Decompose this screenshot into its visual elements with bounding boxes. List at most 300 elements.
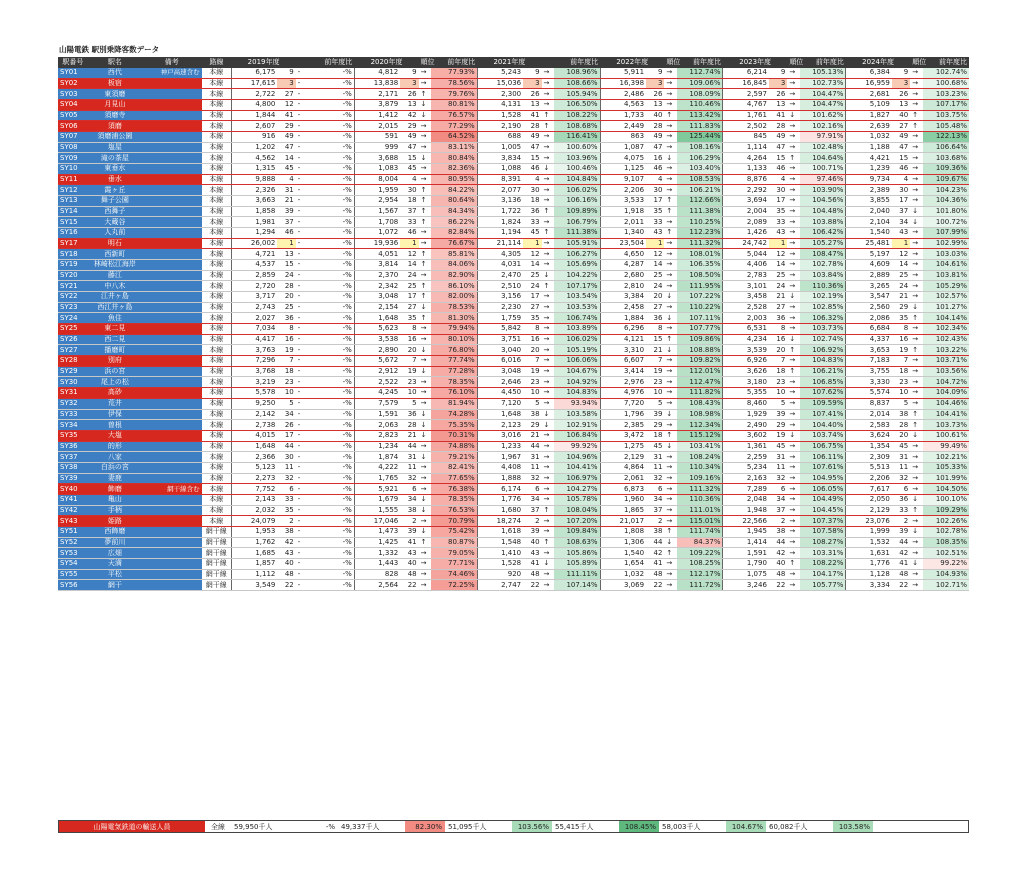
yoy-ratio: 102.71% <box>923 580 969 591</box>
rank-change: ↑ <box>910 420 923 431</box>
yoy-ratio: -% <box>308 164 354 175</box>
ridership-value: 4,131 <box>477 100 523 111</box>
rank-value: 47 <box>646 142 664 153</box>
ridership-value: 2,470 <box>477 270 523 281</box>
yoy-ratio: -% <box>308 462 354 473</box>
rank-change: → <box>910 270 923 281</box>
rank-change: → <box>910 292 923 303</box>
ridership-value: 1,532 <box>846 537 892 548</box>
table-row <box>58 238 969 249</box>
rank-change: → <box>910 452 923 463</box>
rank-change: → <box>419 377 432 388</box>
yoy-ratio: 116.41% <box>554 132 600 143</box>
ridership-value: 2,003 <box>723 313 769 324</box>
station-name: 伊保 <box>88 409 142 420</box>
table-row <box>58 324 969 335</box>
rank-change: - <box>296 121 309 132</box>
yoy-ratio: 105.78% <box>554 494 600 505</box>
rank-value: 37 <box>523 505 541 516</box>
ridership-value: 7,720 <box>600 398 646 409</box>
yoy-ratio: 112.66% <box>677 196 723 207</box>
rank-change: - <box>296 302 309 313</box>
rank-value: 27 <box>769 302 787 313</box>
ridership-value: 2,230 <box>477 302 523 313</box>
yoy-ratio: 115.01% <box>677 516 723 527</box>
rank-change: ↓ <box>419 494 432 505</box>
rank-value: 44 <box>400 441 418 452</box>
rank-value: 9 <box>646 68 664 79</box>
yoy-ratio: 76.38% <box>431 484 477 495</box>
rank-value: 14 <box>646 260 664 271</box>
station-id: SY01 <box>58 68 88 79</box>
ridership-value: 5,623 <box>354 324 400 335</box>
rank-change: ↓ <box>910 526 923 537</box>
yoy-ratio: 104.23% <box>923 185 969 196</box>
yoy-ratio: 105.33% <box>923 462 969 473</box>
station-id: SY35 <box>58 430 88 441</box>
rank-value: 39 <box>277 206 295 217</box>
station-note <box>142 142 202 153</box>
yoy-ratio: 84.22% <box>431 185 477 196</box>
yoy-ratio: 103.84% <box>800 270 846 281</box>
yoy-ratio: 103.23% <box>923 89 969 100</box>
rank-change: → <box>664 505 677 516</box>
rank-value: 18 <box>892 366 910 377</box>
rank-value: 42 <box>277 537 295 548</box>
ridership-value: 1,202 <box>231 142 277 153</box>
line-name: 本線 <box>202 420 232 431</box>
rank-change: → <box>542 185 555 196</box>
yoy-ratio: -% <box>308 174 354 185</box>
ridership-value: 1,776 <box>477 494 523 505</box>
ridership-value: 3,539 <box>723 345 769 356</box>
station-id: SY26 <box>58 334 88 345</box>
yoy-ratio: 109.59% <box>800 398 846 409</box>
rank-change: - <box>296 324 309 335</box>
yoy-ratio: 97.91% <box>800 132 846 143</box>
rank-value: 39 <box>523 526 541 537</box>
rank-change: → <box>664 89 677 100</box>
header-year: 2024年度 <box>846 57 910 68</box>
station-id: SY19 <box>58 260 88 271</box>
rank-value: 28 <box>769 121 787 132</box>
rank-value: 42 <box>892 548 910 559</box>
line-name: 本線 <box>202 313 232 324</box>
ridership-value: 1,796 <box>600 409 646 420</box>
rank-change: → <box>664 249 677 260</box>
ridership-value: 2,385 <box>600 420 646 431</box>
rank-value: 49 <box>523 132 541 143</box>
rank-change: → <box>910 580 923 591</box>
rank-value: 40 <box>646 110 664 121</box>
station-name: 妻鹿 <box>88 473 142 484</box>
line-name: 本線 <box>202 249 232 260</box>
ridership-value: 3,768 <box>231 366 277 377</box>
rank-value: 38 <box>646 526 664 537</box>
ridership-value: 2,032 <box>231 505 277 516</box>
rank-value: 44 <box>523 441 541 452</box>
rank-change: → <box>910 377 923 388</box>
yoy-ratio: 84.37% <box>677 537 723 548</box>
ridership-value: 6,684 <box>846 324 892 335</box>
yoy-ratio: 104.56% <box>800 196 846 207</box>
rank-value: 29 <box>646 420 664 431</box>
yoy-ratio: 103.74% <box>800 430 846 441</box>
yoy-ratio: 106.92% <box>800 345 846 356</box>
rank-change: ↓ <box>910 494 923 505</box>
line-name: 本線 <box>202 185 232 196</box>
yoy-ratio: 82.84% <box>431 228 477 239</box>
ridership-value: 16,845 <box>723 78 769 89</box>
yoy-ratio: 108.88% <box>677 345 723 356</box>
rank-value: 43 <box>646 228 664 239</box>
line-name: 本線 <box>202 217 232 228</box>
rank-change: → <box>910 366 923 377</box>
ridership-value: 7,579 <box>354 398 400 409</box>
rank-value: 9 <box>892 68 910 79</box>
ridership-value: 4,408 <box>477 462 523 473</box>
station-note <box>142 473 202 484</box>
rank-change: → <box>787 238 800 249</box>
rank-value: 13 <box>523 100 541 111</box>
rank-change: → <box>419 78 432 89</box>
rank-value: 33 <box>646 217 664 228</box>
yoy-ratio: 81.94% <box>431 398 477 409</box>
station-name: 西代 <box>88 68 142 79</box>
rank-change: - <box>296 89 309 100</box>
yoy-ratio: 125.44% <box>677 132 723 143</box>
rank-value: 46 <box>400 228 418 239</box>
rank-change: → <box>664 281 677 292</box>
ridership-value: 3,330 <box>846 377 892 388</box>
rank-change: → <box>542 100 555 111</box>
ridership-value: 6,296 <box>600 324 646 335</box>
rank-change: → <box>542 473 555 484</box>
ridership-value: 3,040 <box>477 345 523 356</box>
rank-change: → <box>664 494 677 505</box>
rank-change: ↑ <box>542 110 555 121</box>
rank-value: 32 <box>400 473 418 484</box>
ridership-value: 1,967 <box>477 452 523 463</box>
rank-change: ↑ <box>910 505 923 516</box>
line-name: 本線 <box>202 430 232 441</box>
table-row <box>58 174 969 185</box>
yoy-ratio: 104.45% <box>800 505 846 516</box>
station-note <box>142 356 202 367</box>
rank-change: → <box>419 164 432 175</box>
rank-change: ↑ <box>419 206 432 217</box>
rank-value: 21 <box>892 292 910 303</box>
rank-value: 33 <box>892 505 910 516</box>
yoy-ratio: 102.51% <box>923 548 969 559</box>
yoy-ratio: 106.05% <box>800 484 846 495</box>
rank-change: → <box>787 89 800 100</box>
ridership-value: 3,472 <box>600 430 646 441</box>
station-note <box>142 420 202 431</box>
rank-change: ↓ <box>419 110 432 121</box>
rank-value: 21 <box>277 196 295 207</box>
rank-change: ↓ <box>787 430 800 441</box>
rank-value: 5 <box>769 398 787 409</box>
rank-value: 2 <box>769 516 787 527</box>
ridership-value: 1,654 <box>600 558 646 569</box>
rank-value: 8 <box>646 324 664 335</box>
ridership-value: 4,305 <box>477 249 523 260</box>
rank-value: 37 <box>892 206 910 217</box>
table-header-row <box>58 57 969 68</box>
yoy-ratio: 78.35% <box>431 494 477 505</box>
yoy-ratio: 104.41% <box>554 462 600 473</box>
rank-value: 48 <box>646 569 664 580</box>
rank-value: 8 <box>277 324 295 335</box>
rank-value: 36 <box>277 313 295 324</box>
yoy-ratio: 112.17% <box>677 569 723 580</box>
rank-change: ↑ <box>419 185 432 196</box>
ridership-value: 2,123 <box>477 420 523 431</box>
table-row <box>58 206 969 217</box>
rank-value: 8 <box>400 324 418 335</box>
rank-change: → <box>419 580 432 591</box>
ridership-value: 1,410 <box>477 548 523 559</box>
station-id: SY10 <box>58 164 88 175</box>
rank-value: 44 <box>277 441 295 452</box>
station-note <box>142 558 202 569</box>
yoy-ratio: 111.82% <box>677 388 723 399</box>
station-note <box>142 260 202 271</box>
yoy-ratio: 104.67% <box>554 366 600 377</box>
line-name: 本線 <box>202 377 232 388</box>
rank-change: → <box>419 228 432 239</box>
rank-value: 20 <box>523 345 541 356</box>
yoy-ratio: 108.53% <box>677 174 723 185</box>
yoy-ratio: 80.81% <box>431 100 477 111</box>
yoy-ratio: -% <box>308 398 354 409</box>
ridership-value: 2,273 <box>231 473 277 484</box>
header-ratio: 前年度比 <box>800 57 846 68</box>
station-name: 藤江 <box>88 270 142 281</box>
yoy-ratio: 74.28% <box>431 409 477 420</box>
rank-change: → <box>787 217 800 228</box>
yoy-ratio: -% <box>308 260 354 271</box>
yoy-ratio: 111.83% <box>677 121 723 132</box>
yoy-ratio: 103.73% <box>923 420 969 431</box>
rank-change: ↓ <box>787 334 800 345</box>
yoy-ratio: 85.81% <box>431 249 477 260</box>
ridership-value: 17,046 <box>354 516 400 527</box>
rank-change: → <box>787 409 800 420</box>
yoy-ratio: 106.02% <box>554 185 600 196</box>
rank-change: → <box>664 100 677 111</box>
yoy-ratio: -% <box>308 238 354 249</box>
rank-change: ↓ <box>910 430 923 441</box>
yoy-ratio: 108.04% <box>554 505 600 516</box>
rank-change: ↓ <box>419 345 432 356</box>
rank-change: - <box>296 452 309 463</box>
rank-value: 13 <box>892 100 910 111</box>
rank-change: → <box>664 377 677 388</box>
rank-change: ↓ <box>542 558 555 569</box>
rank-change: → <box>664 270 677 281</box>
station-note <box>142 377 202 388</box>
yoy-ratio: 112.34% <box>677 420 723 431</box>
station-name: 月見山 <box>88 100 142 111</box>
rank-change: → <box>910 548 923 559</box>
yoy-ratio: 109.89% <box>554 206 600 217</box>
yoy-ratio: 102.85% <box>800 302 846 313</box>
station-name: 西飾磨 <box>88 526 142 537</box>
rank-value: 17 <box>523 292 541 303</box>
station-note <box>142 409 202 420</box>
ridership-value: 1,827 <box>846 110 892 121</box>
rank-value: 22 <box>892 580 910 591</box>
station-name: 東垂水 <box>88 164 142 175</box>
rank-value: 4 <box>769 174 787 185</box>
rank-value: 9 <box>400 68 418 79</box>
rank-value: 19 <box>523 366 541 377</box>
yoy-ratio: 109.22% <box>677 548 723 559</box>
yoy-ratio: 112.01% <box>677 366 723 377</box>
total-label: 山陽電気鉄道の輸送人員 <box>59 821 205 832</box>
ridership-value: 2,560 <box>846 302 892 313</box>
ridership-value: 18,274 <box>477 516 523 527</box>
line-name: 本線 <box>202 164 232 175</box>
ridership-value: 2,171 <box>354 89 400 100</box>
yoy-ratio: 106.79% <box>554 217 600 228</box>
yoy-ratio: 100.68% <box>923 78 969 89</box>
rank-change: → <box>542 356 555 367</box>
station-name: 須磨浦公園 <box>88 132 142 143</box>
ridership-value: 1,648 <box>354 313 400 324</box>
rank-change: → <box>664 516 677 527</box>
rank-value: 36 <box>523 206 541 217</box>
rank-change: → <box>787 452 800 463</box>
yoy-ratio: 104.93% <box>923 569 969 580</box>
ridership-value: 5,911 <box>600 68 646 79</box>
yoy-ratio: 110.36% <box>800 281 846 292</box>
rank-change: - <box>296 420 309 431</box>
rank-value: 18 <box>646 430 664 441</box>
rank-change: - <box>296 313 309 324</box>
ridership-value: 2,014 <box>846 409 892 420</box>
line-name: 本線 <box>202 356 232 367</box>
station-name: 人丸前 <box>88 228 142 239</box>
rank-value: 45 <box>892 441 910 452</box>
yoy-ratio: -% <box>308 473 354 484</box>
rank-change: → <box>910 100 923 111</box>
rank-change: → <box>664 185 677 196</box>
rank-change: → <box>910 174 923 185</box>
station-id: SY54 <box>58 558 88 569</box>
station-id: SY33 <box>58 409 88 420</box>
station-name: 魚住 <box>88 313 142 324</box>
rank-value: 30 <box>277 452 295 463</box>
rank-value: 35 <box>646 206 664 217</box>
rank-change: → <box>542 302 555 313</box>
rank-value: 41 <box>523 558 541 569</box>
rank-value: 3 <box>523 78 541 89</box>
rank-change: → <box>419 398 432 409</box>
ridership-value: 4,864 <box>600 462 646 473</box>
rank-change: - <box>296 484 309 495</box>
ridership-value: 17,615 <box>231 78 277 89</box>
rank-change: → <box>787 313 800 324</box>
rank-value: 4 <box>646 174 664 185</box>
rank-value: 42 <box>646 548 664 559</box>
rank-value: 1 <box>769 238 787 249</box>
yoy-ratio: 107.41% <box>800 409 846 420</box>
ridership-value: 2,063 <box>354 420 400 431</box>
rank-value: 2 <box>277 516 295 527</box>
rank-change: - <box>296 260 309 271</box>
rank-value: 11 <box>523 462 541 473</box>
rank-value: 21 <box>400 430 418 441</box>
rank-change: - <box>296 409 309 420</box>
ridership-value: 5,044 <box>723 249 769 260</box>
station-note <box>142 505 202 516</box>
yoy-ratio: 76.80% <box>431 345 477 356</box>
ridership-value: 3,136 <box>477 196 523 207</box>
ridership-value: 2,142 <box>231 409 277 420</box>
rank-change: ↑ <box>419 89 432 100</box>
rank-change: → <box>910 537 923 548</box>
rank-value: 16 <box>892 334 910 345</box>
rank-change: ↓ <box>542 270 555 281</box>
yoy-ratio: 106.74% <box>554 313 600 324</box>
ridership-value: 8,004 <box>354 174 400 185</box>
yoy-ratio: -% <box>308 580 354 591</box>
yoy-ratio: 111.32% <box>677 484 723 495</box>
rank-change: - <box>296 430 309 441</box>
yoy-ratio: 102.43% <box>923 334 969 345</box>
yoy-ratio: 103.58% <box>554 409 600 420</box>
ridership-value: 2,061 <box>600 473 646 484</box>
ridership-value: 916 <box>231 132 277 143</box>
yoy-ratio: 108.47% <box>800 249 846 260</box>
station-note <box>142 164 202 175</box>
rank-value: 37 <box>277 217 295 228</box>
rank-change: ↑ <box>664 548 677 559</box>
ridership-value: 1,306 <box>600 537 646 548</box>
ridership-value: 6,607 <box>600 356 646 367</box>
rank-value: 37 <box>646 505 664 516</box>
rank-value: 34 <box>769 494 787 505</box>
ridership-value: 2,722 <box>231 89 277 100</box>
yoy-ratio: 108.68% <box>554 121 600 132</box>
rank-value: 20 <box>646 292 664 303</box>
rank-value: 6 <box>892 484 910 495</box>
station-name: 東二見 <box>88 324 142 335</box>
rank-value: 33 <box>769 217 787 228</box>
rank-value: 18 <box>523 196 541 207</box>
rank-value: 10 <box>400 388 418 399</box>
rank-value: 26 <box>646 89 664 100</box>
line-name: 本線 <box>202 292 232 303</box>
rank-change: - <box>296 537 309 548</box>
ridership-value: 1,790 <box>723 558 769 569</box>
ridership-value: 4,337 <box>846 334 892 345</box>
rank-change: ↓ <box>419 430 432 441</box>
rank-change: - <box>296 142 309 153</box>
ridership-value: 3,533 <box>600 196 646 207</box>
ridership-value: 1,315 <box>231 164 277 175</box>
rank-value: 33 <box>523 217 541 228</box>
ridership-value: 1,072 <box>354 228 400 239</box>
ridership-value: 26,002 <box>231 238 277 249</box>
rank-change: → <box>542 324 555 335</box>
rank-value: 14 <box>769 260 787 271</box>
yoy-ratio: 104.72% <box>923 377 969 388</box>
rank-change: - <box>296 78 309 89</box>
